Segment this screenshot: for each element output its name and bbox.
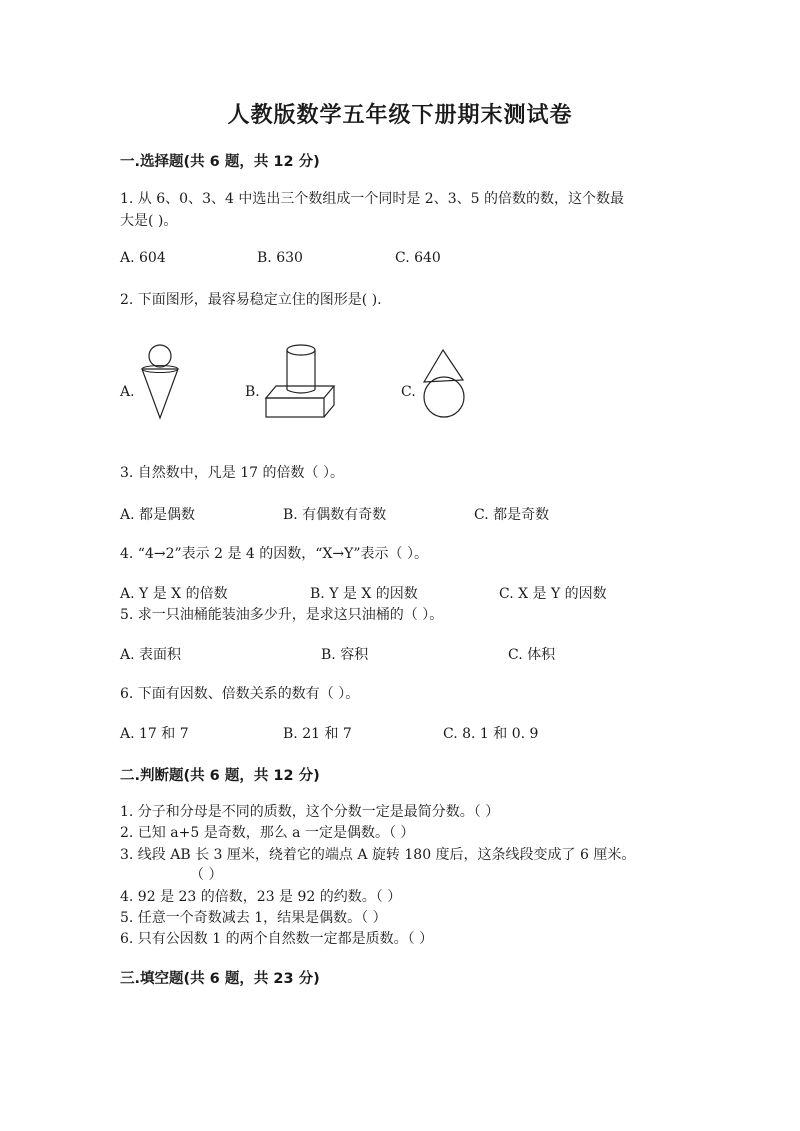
- judgement-item-5: 5. 任意一个奇数减去 1，结果是偶数。（ ）: [120, 910, 387, 926]
- cone-on-sphere-figure: [420, 346, 470, 420]
- cone-with-sphere-figure: [138, 342, 188, 420]
- question-6: 6. 下面有因数、倍数关系的数有（ ）。: [120, 686, 360, 702]
- q2-option-b-label: B.: [245, 384, 260, 400]
- q2-option-c-label: C.: [401, 384, 416, 400]
- judgement-item-4: 4. 92 是 23 的倍数，23 是 92 的约数。（ ）: [120, 889, 402, 905]
- q5-option-a: A. 表面积: [120, 647, 182, 663]
- judgement-item-3: 3. 线段 AB 长 3 厘米，绕着它的端点 A 旋转 180 度后，这条线段变成了 6 厘米。: [120, 847, 636, 863]
- judgement-item-6: 6. 只有公因数 1 的两个自然数一定都是质数。（ ）: [120, 931, 434, 947]
- q6-option-b: B. 21 和 7: [283, 726, 352, 742]
- question-1-line2: 大是( )。: [120, 213, 178, 229]
- q1-option-b: B. 630: [257, 250, 303, 266]
- judgement-item-3-blank: （ ）: [190, 867, 223, 883]
- question-3: 3. 自然数中，凡是 17 的倍数（ ）。: [120, 465, 344, 481]
- q6-option-a: A. 17 和 7: [120, 726, 189, 742]
- question-4: 4. “4→2”表示 2 是 4 的因数，“X→Y”表示（ ）。: [120, 546, 428, 562]
- question-1-line1: 1. 从 6、0、3、4 中选出三个数组成一个同时是 2、3、5 的倍数的数，这个数最: [120, 191, 624, 207]
- q3-option-c: C. 都是奇数: [474, 507, 550, 523]
- question-5: 5. 求一只油桶能装油多少升，是求这只油桶的（ ）。: [120, 607, 444, 623]
- section-heading-choice: 一.选择题(共 6 题，共 12 分): [120, 154, 320, 170]
- cylinder-on-box-figure: [264, 342, 336, 420]
- q3-option-b: B. 有偶数有奇数: [283, 507, 387, 523]
- q2-option-a-label: A.: [120, 384, 135, 400]
- q4-option-b: B. Y 是 X 的因数: [310, 586, 418, 602]
- page-title: 人教版数学五年级下册期末测试卷: [227, 103, 573, 128]
- q6-option-c: C. 8. 1 和 0. 9: [443, 726, 539, 742]
- question-2: 2. 下面图形，最容易稳定立住的图形是( ).: [120, 292, 382, 308]
- q5-option-c: C. 体积: [508, 647, 556, 663]
- q1-option-a: A. 604: [120, 250, 166, 266]
- judgement-item-2: 2. 已知 a+5 是奇数，那么 a 一定是偶数。（ ）: [120, 825, 415, 841]
- section-heading-judgement: 二.判断题(共 6 题，共 12 分): [120, 768, 320, 784]
- q1-option-c: C. 640: [395, 250, 441, 266]
- q4-option-a: A. Y 是 X 的倍数: [120, 586, 228, 602]
- section-heading-fill-blank: 三.填空题(共 6 题，共 23 分): [120, 971, 320, 987]
- judgement-item-1: 1. 分子和分母是不同的质数，这个分数一定是最简分数。（ ）: [120, 804, 500, 820]
- q3-option-a: A. 都是偶数: [120, 507, 196, 523]
- q4-option-c: C. X 是 Y 的因数: [499, 586, 607, 602]
- q5-option-b: B. 容积: [321, 647, 369, 663]
